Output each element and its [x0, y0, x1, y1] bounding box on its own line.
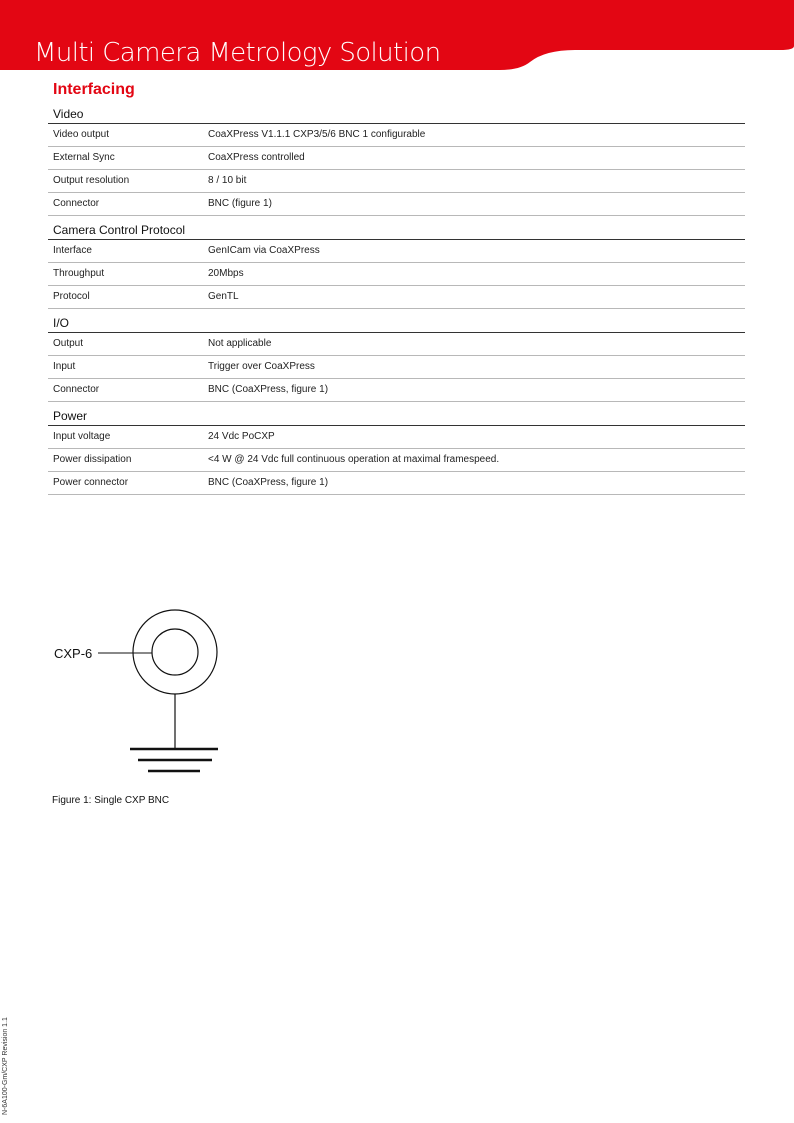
row-label: Input — [53, 361, 76, 372]
spec-table — [48, 106, 745, 501]
figure-caption: Figure 1: Single CXP BNC — [52, 795, 170, 806]
table-row — [48, 333, 745, 356]
spec-group-power — [48, 408, 745, 495]
row-value: BNC (CoaXPress, figure 1) — [208, 477, 329, 488]
table-row — [48, 379, 745, 402]
table-row — [48, 356, 745, 379]
table-row — [48, 263, 745, 286]
group-title: Video — [48, 106, 745, 124]
group-title: Camera Control Protocol — [48, 222, 745, 240]
table-row — [48, 240, 745, 263]
row-label: Connector — [53, 384, 100, 395]
table-row — [48, 170, 745, 193]
row-value: 8 / 10 bit — [208, 175, 247, 186]
row-label: Output — [53, 338, 84, 349]
row-label: Connector — [53, 198, 100, 209]
row-value: 24 Vdc PoCXP — [208, 431, 275, 442]
table-row — [48, 472, 745, 495]
table-row — [48, 426, 745, 449]
table-row — [48, 286, 745, 309]
spec-group-camera-control — [48, 222, 745, 309]
row-value: BNC (CoaXPress, figure 1) — [208, 384, 329, 395]
row-label: Video output — [53, 129, 109, 140]
bnc-inner-pin — [152, 629, 198, 675]
document-reference: N-6A100-Gm/CXP Revision 1.1 — [2, 1017, 9, 1115]
group-title: I/O — [48, 315, 745, 333]
row-label: Interface — [53, 245, 92, 256]
row-label: Throughput — [53, 268, 105, 279]
table-row — [48, 124, 745, 147]
row-label: Output resolution — [53, 175, 130, 186]
spec-group-io — [48, 315, 745, 402]
row-value: GenTL — [208, 291, 239, 302]
group-title: Power — [48, 408, 745, 426]
bnc-outer-ring — [133, 610, 217, 694]
row-value: CoaXPress V1.1.1 CXP3/5/6 BNC 1 configurable — [208, 129, 426, 140]
row-value: BNC (figure 1) — [208, 198, 272, 209]
row-label: Input voltage — [53, 431, 111, 442]
row-value: CoaXPress controlled — [208, 152, 305, 163]
row-label: External Sync — [53, 152, 115, 163]
row-label: Protocol — [53, 291, 90, 302]
table-row — [48, 147, 745, 170]
row-value: <4 W @ 24 Vdc full continuous operation at maximal framespeed. — [208, 454, 500, 465]
bnc-connector-figure — [50, 600, 250, 780]
row-label: Power dissipation — [53, 454, 132, 465]
table-row — [48, 193, 745, 216]
spec-group-video — [48, 106, 745, 216]
row-value: GenICam via CoaXPress — [208, 245, 320, 256]
document-title: Multi Camera Metrology Solution — [34, 38, 441, 68]
connector-label: CXP-6 — [54, 646, 93, 661]
section-heading: Interfacing — [53, 81, 135, 98]
row-value: Trigger over CoaXPress — [208, 361, 315, 372]
row-value: 20Mbps — [208, 268, 244, 279]
row-value: Not applicable — [208, 338, 272, 349]
table-row — [48, 449, 745, 472]
row-label: Power connector — [53, 477, 129, 488]
